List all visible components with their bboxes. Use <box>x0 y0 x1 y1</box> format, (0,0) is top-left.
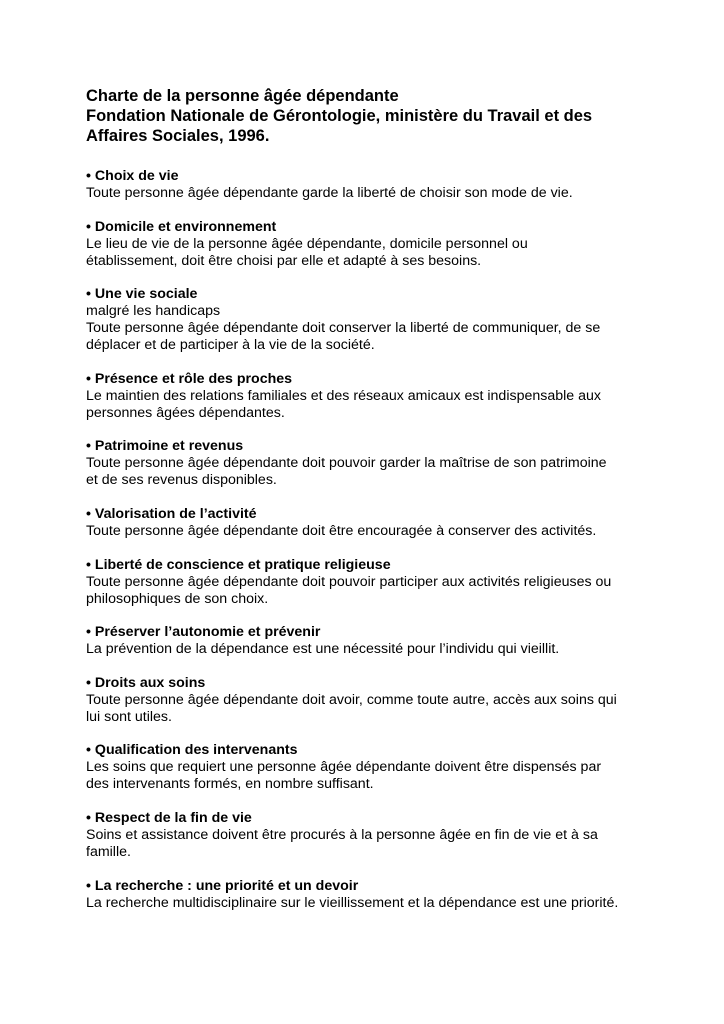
section-heading: • Qualification des intervenants <box>86 742 298 759</box>
section-text-line: établissement, doit être choisi par elle et adapté à ses besoins. <box>86 252 482 269</box>
charter-section <box>86 168 686 202</box>
section-text-line: Les soins que requiert une personne âgée dépendante doivent être dispensés par <box>86 759 602 776</box>
section-heading: • Patrimoine et revenus <box>86 438 244 455</box>
title-line: Affaires Sociales, 1996. <box>86 127 270 145</box>
charter-section <box>86 438 686 489</box>
charter-section <box>86 219 686 270</box>
section-heading: • Présence et rôle des proches <box>86 370 293 387</box>
charter-section <box>86 624 686 658</box>
section-text-line: Toute personne âgée dépendante doit pouvoir garder la maîtrise de son patrimoine <box>86 455 607 472</box>
section-heading: • Une vie sociale <box>86 286 198 303</box>
section-text-line: et de ses revenus disponibles. <box>86 472 277 489</box>
section-heading: • La recherche : une priorité et un devoir <box>86 877 359 894</box>
section-text-line: Toute personne âgée dépendante doit pouvoir participer aux activités religieuses ou <box>86 573 612 590</box>
charter-section <box>86 675 686 726</box>
section-text-line: philosophiques de son choix. <box>86 590 269 607</box>
section-text-line: Toute personne âgée dépendante doit avoir, comme toute autre, accès aux soins qui <box>86 691 617 708</box>
section-text-line: Toute personne âgée dépendante doit conserver la liberté de communiquer, de se <box>86 320 601 337</box>
document-page <box>86 86 686 928</box>
document-title <box>86 86 686 146</box>
section-heading: • Droits aux soins <box>86 674 206 691</box>
section-text-line: Le lieu de vie de la personne âgée dépendante, domicile personnel ou <box>86 235 528 252</box>
section-heading: • Liberté de conscience et pratique religieuse <box>86 556 391 573</box>
section-text-line: Toute personne âgée dépendante doit être encouragée à conserver des activités. <box>86 522 597 539</box>
section-heading: • Choix de vie <box>86 168 179 184</box>
charter-section <box>86 371 686 422</box>
section-text-line: La recherche multidisciplinaire sur le vieillissement et la dépendance est une priorité. <box>86 894 619 911</box>
section-heading: • Préserver l’autonomie et prévenir <box>86 624 321 641</box>
section-text-line: personnes âgées dépendantes. <box>86 404 285 421</box>
charter-section <box>86 742 686 793</box>
section-text-line: malgré les handicaps <box>86 303 221 320</box>
section-heading: • Respect de la fin de vie <box>86 809 252 826</box>
section-text-line: Toute personne âgée dépendante garde la liberté de choisir son mode de vie. <box>86 185 573 201</box>
section-text-line: La prévention de la dépendance est une nécessité pour l’individu qui vieillit. <box>86 641 560 658</box>
section-text-line: lui sont utiles. <box>86 708 172 725</box>
charter-section <box>86 878 686 912</box>
charter-section <box>86 286 686 354</box>
section-text-line: des intervenants formés, en nombre suffisant. <box>86 776 374 793</box>
section-heading: • Domicile et environnement <box>86 218 277 235</box>
section-text-line: Soins et assistance doivent être procurés à la personne âgée en fin de vie et à sa <box>86 826 598 843</box>
charter-section <box>86 506 686 540</box>
section-text-line: famille. <box>86 843 131 860</box>
section-text-line: déplacer et de participer à la vie de la société. <box>86 337 375 354</box>
sections-list <box>86 168 686 912</box>
section-heading: • Valorisation de l’activité <box>86 505 257 522</box>
title-line: Fondation Nationale de Gérontologie, ministère du Travail et des <box>86 107 593 125</box>
title-line: Charte de la personne âgée dépendante <box>86 87 399 105</box>
section-text-line: Le maintien des relations familiales et des réseaux amicaux est indispensable aux <box>86 387 601 404</box>
charter-section <box>86 557 686 608</box>
charter-section <box>86 810 686 861</box>
